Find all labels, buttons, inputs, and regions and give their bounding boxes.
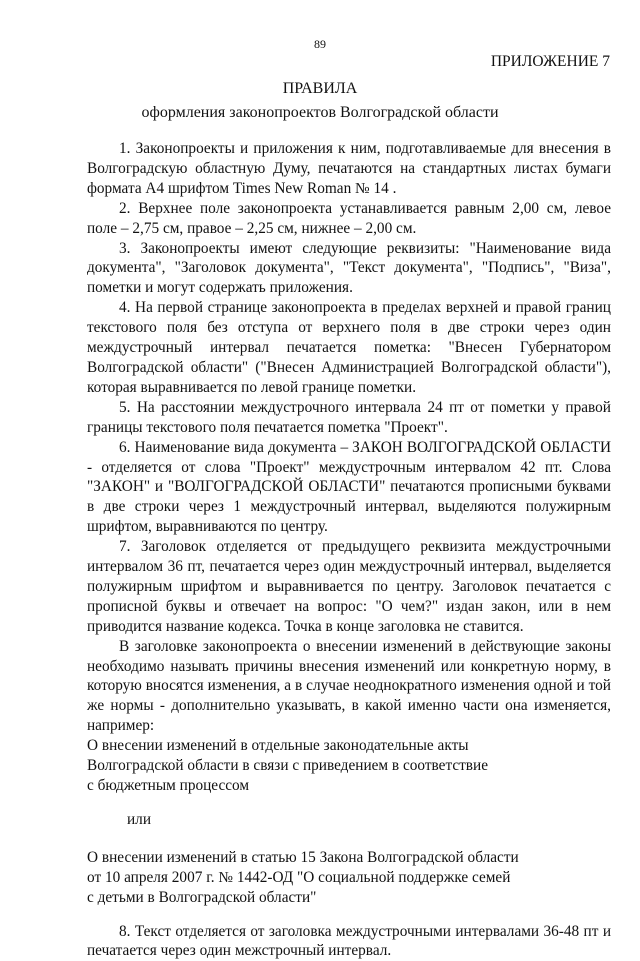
document-subtitle: оформления законопроектов Волгоградской области — [141, 104, 499, 121]
paragraph-2: 2. Верхнее поле законопроекта устанавливается равным 2,00 см, левое поле – 2,75 см, правое – 2,25 см, нижнее – 2,00 см. — [87, 199, 611, 237]
example-1-line-3: с бюджетным процессом — [87, 777, 250, 794]
paragraph-7: 7. Заголовок отделяется от предыдущего реквизита междустрочными интервалом 36 пт, печатается через один междустрочный интервал, выделяется полужирным шрифтом и выравнивается по центру. Заголовок печатается с прописной буквы и отвечает на вопрос: "О чем?" издан закон, или в нем приводится название кодекса. Точка в конце заголовка не ставится. — [87, 538, 611, 635]
example-2-line-3: с детьми в Волгоградской области" — [87, 888, 317, 906]
example-2-line-1: О внесении изменений в статью 15 Закона Волгоградской области — [87, 848, 519, 866]
example-title-1 — [87, 736, 611, 796]
example-2-line-2: от 10 апреля 2007 г. № 1442-ОД "О социальной поддержке семей — [87, 868, 511, 886]
paragraph-1: 1. Законопроекты и приложения к ним, подготавливаемые для внесения в Волгоградскую областную Думу, печатаются на стандартных листах бумаги формата А4 шрифтом Times New Roman № 14 . — [87, 140, 611, 197]
example-1-line-1: О внесении изменений в отдельные законодательные акты — [87, 737, 469, 755]
appendix-label: ПРИЛОЖЕНИЕ 7 — [490, 53, 610, 70]
or-separator: или — [127, 810, 152, 828]
document-body — [87, 139, 611, 961]
paragraph-3: 3. Законопроекты имеют следующие реквизиты: "Наименование вида документа", "Заголовок документа", "Текст документа", "Подпись", "Виза", пометки и могут содержать приложения. — [87, 239, 611, 297]
paragraph-5: 5. На расстоянии междустрочного интервала 24 пт от пометки у правой границы текстового поля печатается пометка "Проект". — [87, 398, 611, 436]
example-1-line-2: Волгоградской области в связи с приведением в соответствие — [87, 757, 489, 775]
paragraph-7-note: В заголовке законопроекта о внесении изменений в действующие законы необходимо называть причины внесения изменений или конкретную норму, в которую вносятся изменения, а в случае неоднократного изменения одной и той же нормы - дополнительно указывать, в какой именно части она изменяется, например: — [87, 637, 611, 735]
document-title: ПРАВИЛА — [282, 80, 358, 97]
paragraph-8: 8. Текст отделяется от заголовка междустрочными интервалами 36-48 пт и печатается через один межстрочный интервал. — [87, 922, 611, 960]
paragraph-4: 4. На первой странице законопроекта в пределах верхней и правой границ текстового поля без отступа от верхнего поля в две строки через один междустрочный интервал печатается пометка: "Внесен Губернатором Волгоградской области" ("Внесен Администрацией Волгоградской области"), которая выравнивается по левой границе пометки. — [87, 299, 611, 396]
example-title-2 — [87, 848, 611, 908]
paragraph-6: 6. Наименование вида документа – ЗАКОН ВОЛГОГРАДСКОЙ ОБЛАСТИ - отделяется от слова "Проект" междустрочным интервалом 42 пт. Слова "ЗАКОН" и "ВОЛГОГРАДСКОЙ ОБЛАСТИ" печатаются прописными буквами в две строки через 1 междустрочный интервал, выделяются полужирным шрифтом, выравниваются по центру. — [87, 438, 611, 536]
page-number: 89 — [314, 37, 326, 51]
spacer — [87, 908, 611, 922]
